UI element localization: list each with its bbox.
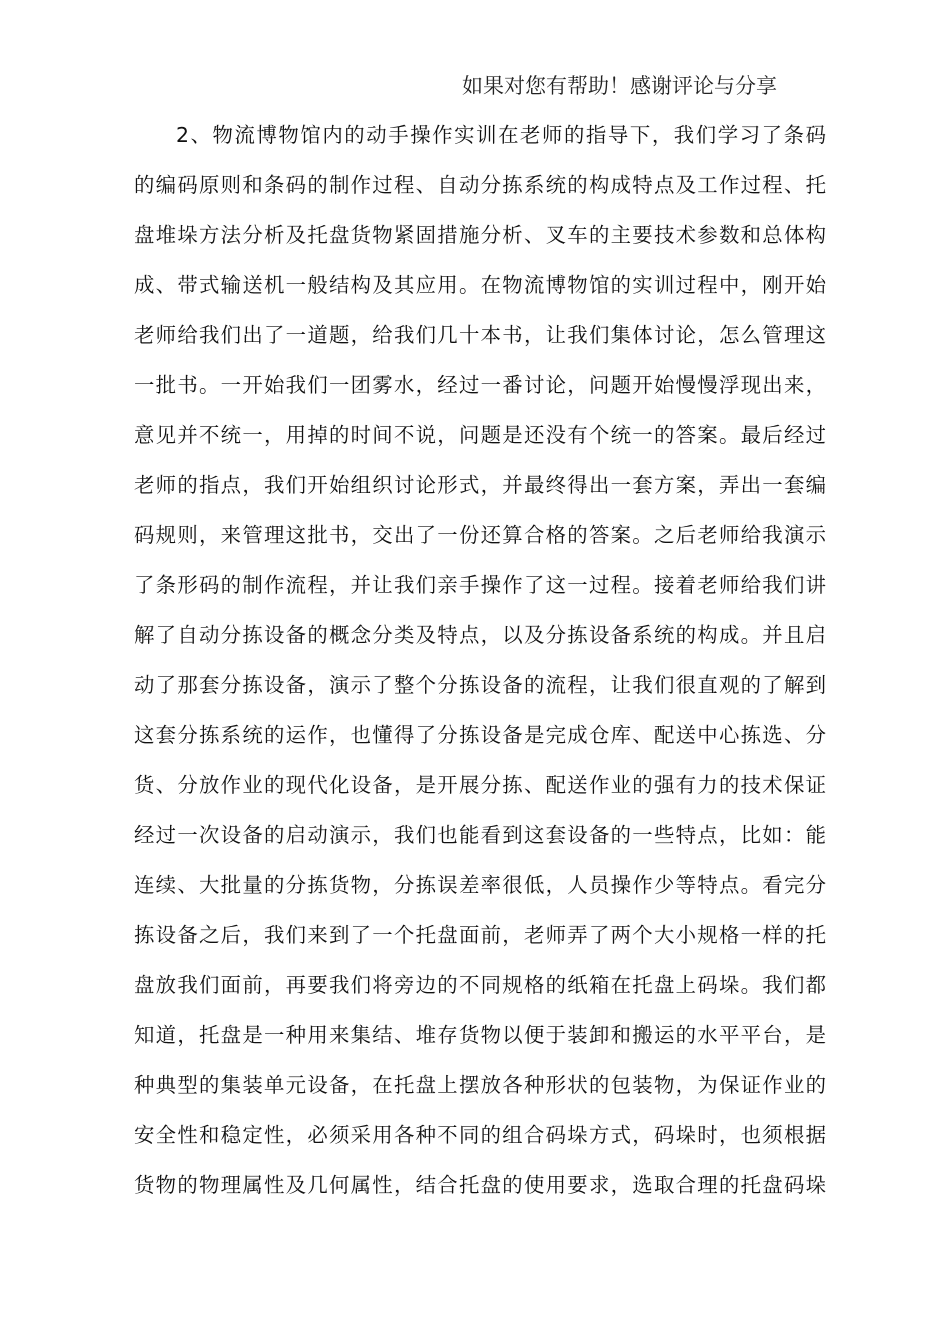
paragraph-line: 盘放我们面前，再要我们将旁边的不同规格的纸箱在托盘上码垛。我们都: [134, 973, 826, 997]
paragraph-line: 连续、大批量的分拣货物，分拣误差率很低，人员操作少等特点。看完分: [134, 873, 826, 897]
paragraph-line: 货物的物理属性及几何属性，结合托盘的使用要求，选取合理的托盘码垛: [134, 1173, 826, 1197]
paragraph-line: 知道，托盘是一种用来集结、堆存货物以便于装卸和搬运的水平平台，是: [134, 1023, 826, 1047]
paragraph-line: 老师给我们出了一道题，给我们几十本书，让我们集体讨论，怎么管理这: [134, 323, 826, 347]
paragraph-line: 意见并不统一，用掉的时间不说，问题是还没有个统一的答案。最后经过: [134, 423, 826, 447]
paragraph-line: 货、分放作业的现代化设备，是开展分拣、配送作业的强有力的技术保证: [134, 773, 826, 797]
paragraph-line: 成、带式输送机一般结构及其应用。在物流博物馆的实训过程中，刚开始: [134, 273, 826, 297]
paragraph-line: 动了那套分拣设备，演示了整个分拣设备的流程，让我们很直观的了解到: [134, 673, 826, 697]
paragraph-line: 的编码原则和条码的制作过程、自动分拣系统的构成特点及工作过程、托: [134, 173, 826, 197]
paragraph-line: 拣设备之后，我们来到了一个托盘面前，老师弄了两个大小规格一样的托: [134, 923, 826, 947]
paragraph-line: 安全性和稳定性，必须采用各种不同的组合码垛方式，码垛时，也须根据: [134, 1123, 826, 1147]
paragraph-line: 一批书。一开始我们一团雾水，经过一番讨论，问题开始慢慢浮现出来，: [134, 373, 826, 397]
paragraph-line: 解了自动分拣设备的概念分类及特点，以及分拣设备系统的构成。并且启: [134, 623, 826, 647]
header-note: 如果对您有帮助！感谢评论与分享: [462, 74, 777, 98]
paragraph-line: 盘堆垛方法分析及托盘货物紧固措施分析、叉车的主要技术参数和总体构: [134, 223, 826, 247]
paragraph-line: 老师的指点，我们开始组织讨论形式，并最终得出一套方案，弄出一套编: [134, 473, 826, 497]
paragraph-line: 这套分拣系统的运作，也懂得了分拣设备是完成仓库、配送中心拣选、分: [134, 723, 826, 747]
paragraph-line: 经过一次设备的启动演示，我们也能看到这套设备的一些特点，比如：能: [134, 823, 826, 847]
paragraph-line: 种典型的集装单元设备，在托盘上摆放各种形状的包装物，为保证作业的: [134, 1073, 826, 1097]
paragraph-line: 了条形码的制作流程，并让我们亲手操作了这一过程。接着老师给我们讲: [134, 573, 826, 597]
paragraph-line: 码规则，来管理这批书，交出了一份还算合格的答案。之后老师给我演示: [134, 523, 826, 547]
paragraph-line: 2、物流博物馆内的动手操作实训在老师的指导下，我们学习了条码: [176, 123, 826, 147]
